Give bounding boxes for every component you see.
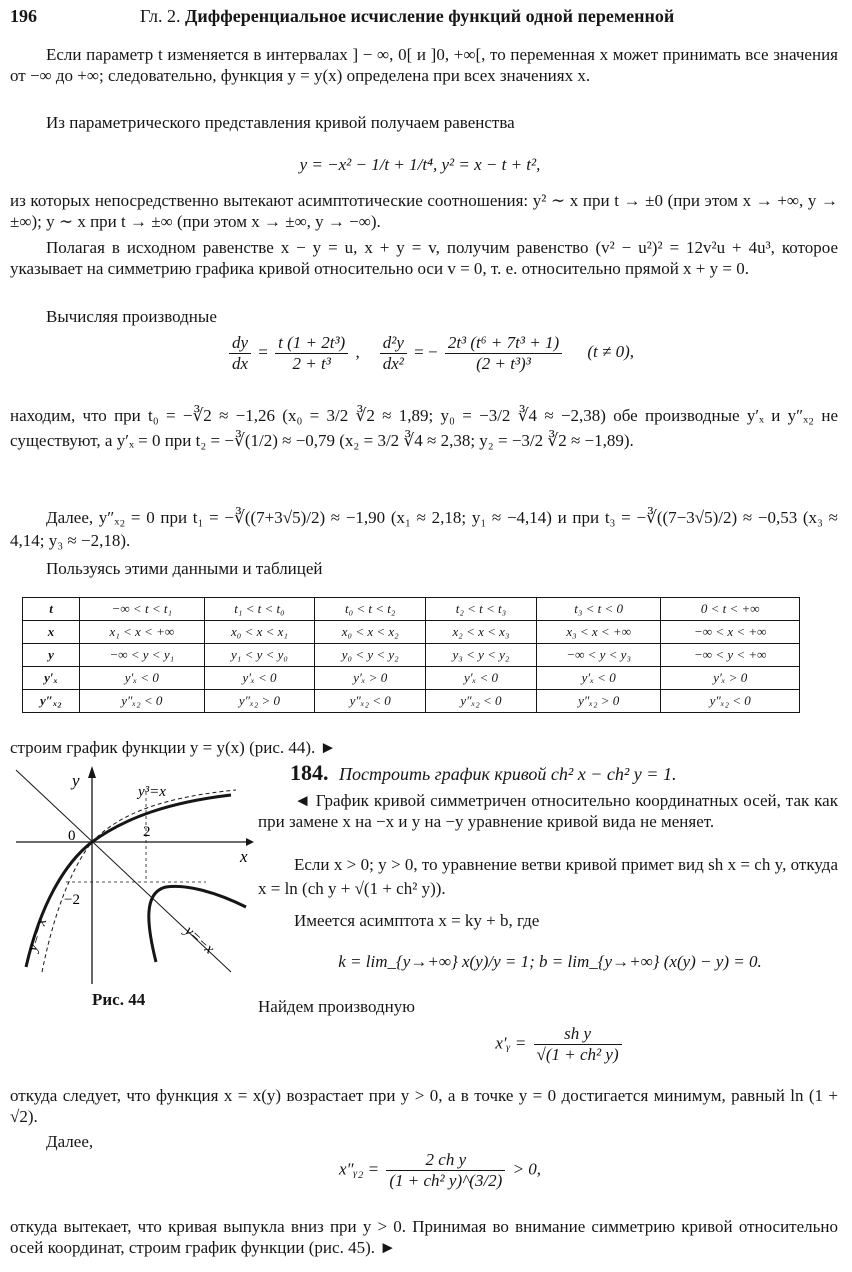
chapter-title: Дифференциальное исчисление функций одной переменной <box>185 6 675 26</box>
table-cell: −∞ < x < +∞ <box>661 621 800 644</box>
second-derivative-rhs: > 0, <box>512 1159 542 1179</box>
sign-table <box>22 597 800 713</box>
table-cell: x₀ < x < x₂ <box>315 621 426 644</box>
origin-label: 0 <box>68 828 76 844</box>
table-cell: y′ₓ < 0 <box>204 667 315 690</box>
table-cell: −∞ < y < y₁ <box>80 644 205 667</box>
table-cell: 0 < t < +∞ <box>661 598 800 621</box>
equation-derivative-xy <box>460 1024 660 1080</box>
table-cell: y′ₓ > 0 <box>315 667 426 690</box>
table-row-header: y′ₓ <box>23 667 80 690</box>
paragraph-asymptotic: из которых непосредственно вытекают асимптотические соотношения: y² ∼ x при t → ±0 (при этом x → +∞, y → ±∞); y ∼ x при t → ±∞ (при этом x → ±∞, y → −∞). <box>10 191 838 231</box>
table-row <box>23 667 800 690</box>
fraction-numerator: 2t³ (t⁶ + 7t³ + 1) <box>445 333 562 354</box>
table-cell: y″ₓ₂ > 0 <box>536 690 661 713</box>
fraction-denominator: dx² <box>382 354 404 373</box>
table-row-header: y <box>23 644 80 667</box>
fraction-second-derivative <box>445 333 562 374</box>
table-cell: t₂ < t < t₃ <box>426 598 537 621</box>
fraction-numerator: d²y <box>380 333 407 354</box>
table-row-header: y″ₓ₂ <box>23 690 80 713</box>
table-cell: y′ₓ < 0 <box>80 667 205 690</box>
chapter-heading <box>140 6 674 27</box>
table-cell: y″ₓ₂ < 0 <box>80 690 205 713</box>
table-row <box>23 598 800 621</box>
table-cell: −∞ < y < y₃ <box>536 644 661 667</box>
page-number: 196 <box>10 6 37 26</box>
fraction-denominator: (2 + t³)³ <box>476 354 531 373</box>
table-cell: y″ₓ₂ > 0 <box>204 690 315 713</box>
paragraph-branch-equation: Если x > 0; y > 0, то уравнение ветви кривой примет вид sh x = ch y, откуда x = ln (ch y + √(1 + ch² y)). <box>258 855 838 898</box>
paragraph-derivatives-intro: Вычисляя производные <box>46 307 217 326</box>
paragraph-parameter-intervals: Если параметр t изменяется в интервалах ] − ∞, 0[ и ]0, +∞[, то переменная x может принимать все значения от −∞ до +∞; следовательно, функция y = y(x) определена при всех значениях x. <box>10 45 838 85</box>
table-cell: y″ₓ₂ < 0 <box>661 690 800 713</box>
paragraph-symmetry-axes: ◄ График кривой симметричен относительно координатных осей, так как при замене x на −x и y на −y уравнение кривой вида не меняет. <box>258 791 838 831</box>
y-axis-arrow-icon <box>88 766 96 778</box>
problem-statement: Построить график кривой ch² x − ch² y = 1. <box>339 764 677 784</box>
table-cell: y₀ < y < y₂ <box>315 644 426 667</box>
table-cell: y₁ < y < y₀ <box>204 644 315 667</box>
fraction-numerator: 2 ch y <box>386 1150 505 1171</box>
paragraph-increasing: откуда следует, что функция x = x(y) возрастает при y > 0, а в точке y = 0 достигается минимум, равный ln (1 + √2). <box>10 1086 838 1126</box>
paragraph-convexity: откуда вытекает, что кривая выпукла вниз при y > 0. Принимая во внимание симметрию кривой относительно осей координат, строим график функции (рис. 45). ► <box>10 1217 838 1257</box>
line-right-label: y=−x <box>181 923 217 958</box>
curve-second-branch <box>149 886 246 962</box>
table-row <box>23 644 800 667</box>
paragraph-table-intro: Пользуясь этими данными и таблицей <box>46 559 323 578</box>
fraction-numerator: sh y <box>534 1024 622 1045</box>
derivative-lhs: x′ᵧ = <box>495 1033 527 1053</box>
paragraph-find-derivative: Найдем производную <box>258 997 415 1016</box>
fraction-denominator: 2 + t³ <box>292 354 331 373</box>
table-row <box>23 690 800 713</box>
equation-limits: k = lim_{y→+∞} x(y)/y = 1; b = lim_{y→+∞} (x(y) − y) = 0. <box>338 952 762 971</box>
table-cell: y′ₓ < 0 <box>536 667 661 690</box>
paragraph-asymptote: Имеется асимптота x = ky + b, где <box>294 911 540 930</box>
fraction-first-derivative <box>275 333 348 374</box>
y-axis-label: y <box>72 771 80 790</box>
figure-caption: Рис. 44 <box>92 990 146 1009</box>
table-cell: x₁ < x < +∞ <box>80 621 205 644</box>
table-row <box>23 621 800 644</box>
problem-number: 184. <box>290 760 329 785</box>
table-cell: t₀ < t < t₂ <box>315 598 426 621</box>
table-cell: y″ₓ₂ < 0 <box>315 690 426 713</box>
x-axis-arrow-icon <box>246 838 254 846</box>
equation-second-derivative-xy <box>310 1150 570 1210</box>
problem-heading <box>290 760 676 786</box>
chapter-label: Гл. 2. <box>140 6 181 26</box>
fraction-second-derivative-xy <box>386 1150 505 1191</box>
table-cell: −∞ < t < t₁ <box>80 598 205 621</box>
curve-top-label: y³=x <box>138 784 166 800</box>
table-cell: y′ₓ > 0 <box>661 667 800 690</box>
fraction-dy-dx <box>229 333 251 374</box>
paragraph-parametric-intro: Из параметрического представления кривой получаем равенства <box>46 113 515 132</box>
x-axis-label: x <box>240 847 248 866</box>
table-cell: x₂ < x < x₃ <box>426 621 537 644</box>
fraction-denominator: (1 + ch² y)^(3/2) <box>389 1171 503 1190</box>
running-header <box>10 6 842 30</box>
table-cell: −∞ < y < +∞ <box>661 644 800 667</box>
paragraph-further: Далее, <box>46 1132 94 1151</box>
equation-derivatives: $\frac{dy}{dx}$ = $\frac{\text{t (1 + 2t³)}}{\text{2 + t³}}$ , $\frac{\text{d²y}}{\text{dx²}}$ = − $\frac{\text{2t³ (t⁶ + 7t³ + 1)}}{\text{(2 + t³)³}}$ (t ≠ 0), <box>180 333 680 395</box>
fraction-denominator: √(1 + ch² y) <box>536 1045 619 1064</box>
table-cell: t₁ < t < t₀ <box>204 598 315 621</box>
paragraph-symmetry: Полагая в исходном равенстве x − y = u, x + y = v, получим равенство (v² − u²)² = 12v²u + 4u³, которое указывает на симметрию графика кривой относительно оси v = 0, т. е. относительно прямой x + y = 0. <box>10 238 838 278</box>
table-cell: x₃ < x < +∞ <box>536 621 661 644</box>
paragraph-graph-built: строим график функции y = y(x) (рис. 44). ► <box>10 738 337 757</box>
tick-x-label: 2 <box>143 824 151 840</box>
fraction-d2y-dx2 <box>380 333 407 374</box>
fraction-numerator: dy <box>229 333 251 354</box>
line-left-label: y=−x <box>24 916 51 954</box>
fraction-denominator: dx <box>231 354 249 373</box>
figure-44 <box>6 762 256 987</box>
fraction-derivative-xy <box>534 1024 622 1065</box>
table-cell: t₃ < t < 0 <box>536 598 661 621</box>
table-cell: y₃ < y < y₂ <box>426 644 537 667</box>
table-row-header: x <box>23 621 80 644</box>
paragraph-critical-points: находим, что при t₀ = −∛2 ≈ −1,26 (x₀ = 3/2 ∛2 ≈ 1,89; y₀ = −3/2 ∛4 ≈ −2,38) обе производные y′ₓ и y″ₓ₂ не существуют, а y′ₓ = 0 при t₂ = −∛(1/2) ≈ −0,79 (x₂ = 3/2 ∛4 ≈ 2,38; y₂ = −3/2 ∛2 ≈ −1,89). <box>10 406 838 450</box>
fraction-numerator: t (1 + 2t³) <box>275 333 348 354</box>
paragraph-inflection: Далее, y″ₓ₂ = 0 при t₁ = −∛((7+3√5)/2) ≈ −1,90 (x₁ ≈ 2,18; y₁ ≈ −4,14) и при t₃ = −∛((7−3√5)/2) ≈ −0,53 (x₃ ≈ 4,14; y₃ ≈ −2,18). <box>10 508 838 550</box>
table-cell: y″ₓ₂ < 0 <box>426 690 537 713</box>
table-cell: x₀ < x < x₁ <box>204 621 315 644</box>
equation-parametric: y = −x² − 1/t + 1/t⁴, y² = x − t + t², <box>299 155 541 174</box>
tick-y-label: −2 <box>64 892 80 908</box>
derivative-condition: (t ≠ 0), <box>587 342 634 362</box>
second-derivative-lhs: x″ᵧ₂ = <box>338 1159 380 1179</box>
table-cell: y′ₓ < 0 <box>426 667 537 690</box>
table-row-header: t <box>23 598 80 621</box>
